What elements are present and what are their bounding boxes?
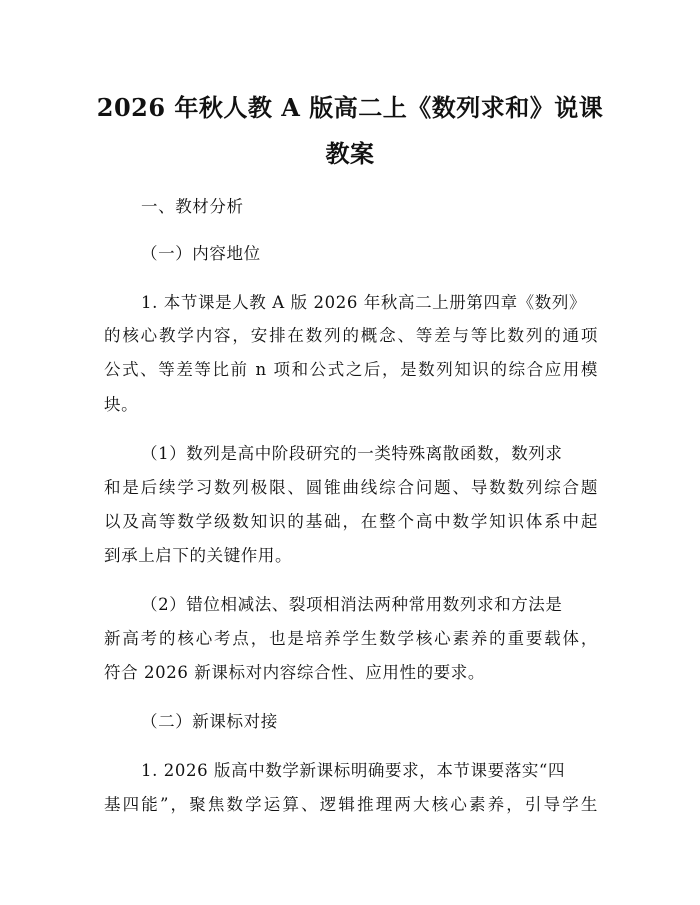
section-heading: 一、教材分析 xyxy=(141,197,244,216)
paragraph-line: 到承上启下的关键作用。 xyxy=(104,546,293,565)
paragraph-line: （2）错位相减法、裂项相消法两种常用数列求和方法是 xyxy=(141,595,563,614)
paragraph-line: 基四能”，聚焦数学运算、逻辑推理两大核心素养，引导学生 xyxy=(104,795,598,814)
paragraph-line: 1. 2026 版高中数学新课标明确要求，本节课要落实“四 xyxy=(141,761,566,780)
document-title-line-2: 教案 xyxy=(325,139,375,168)
paragraph-line: 1. 本节课是人教 A 版 2026 年秋高二上册第四章《数列》 xyxy=(141,293,587,312)
paragraph-line: 的核心教学内容，安排在数列的概念、等差与等比数列的通项 xyxy=(104,326,598,345)
document-title-line-1: 2026 年秋人教 A 版高二上《数列求和》说课 xyxy=(96,93,604,122)
paragraph-line: 符合 2026 新课标对内容综合性、应用性的要求。 xyxy=(104,663,485,682)
paragraph-line: （1）数列是高中阶段研究的一类特殊离散函数，数列求 xyxy=(141,444,563,463)
subsection-heading: （二）新课标对接 xyxy=(141,712,278,731)
paragraph-line: 新高考的核心考点，也是培养学生数学核心素养的重要载体， xyxy=(104,629,598,648)
paragraph-line: 以及高等数学级数知识的基础，在整个高中数学知识体系中起 xyxy=(104,512,598,531)
paragraph-line: 公式、等差等比前 n 项和公式之后，是数列知识的综合应用模 xyxy=(104,360,598,379)
subsection-heading: （一）内容地位 xyxy=(141,244,261,263)
paragraph-line: 和是后续学习数列极限、圆锥曲线综合问题、导数数列综合题 xyxy=(104,478,598,497)
paragraph-line: 块。 xyxy=(104,395,139,414)
